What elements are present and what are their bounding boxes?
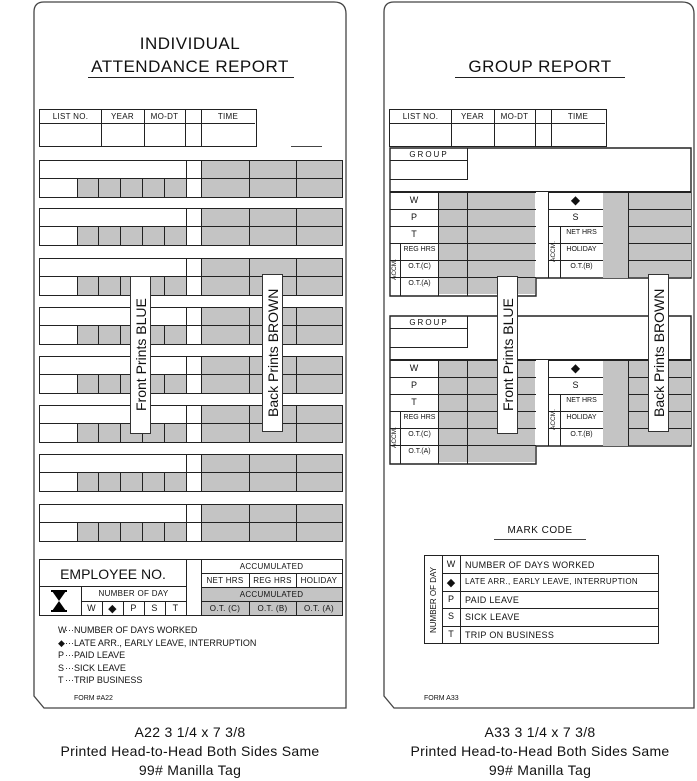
- daily-block: [39, 307, 343, 345]
- left-back-label-box: [262, 274, 283, 432]
- right-front-label: Front Prints BLUE: [500, 298, 516, 412]
- left-title-line1: INDIVIDUAL: [139, 34, 241, 53]
- mark-code-key: S: [447, 611, 454, 622]
- legend-item: W···NUMBER OF DAYS WORKED: [58, 625, 198, 635]
- group-row-label: P: [410, 380, 417, 390]
- day-mark-w: W: [87, 603, 96, 613]
- group-label: GROUP: [409, 150, 449, 159]
- daily-block: [39, 454, 343, 492]
- mark-code-key: T: [448, 628, 454, 639]
- right-back-label: Back Prints BROWN: [651, 288, 667, 418]
- left-caption-line2: Printed Head-to-Head Both Sides Same: [60, 743, 320, 759]
- right-title-underline: [455, 77, 625, 78]
- group-row-label: T: [411, 397, 417, 407]
- group-row-label: O.T.(B): [570, 263, 593, 270]
- right-title: GROUP REPORT: [468, 57, 612, 76]
- right-front-label-box: [497, 276, 518, 434]
- group-row-label: P: [410, 212, 417, 222]
- daily-block: [39, 356, 343, 394]
- right-col-year: YEAR: [461, 112, 484, 121]
- legend-item: ◆···LATE ARR., EARLY LEAVE, INTERRUPTION: [58, 637, 257, 648]
- mark-code-key: W: [446, 559, 456, 569]
- left-header-table: [39, 109, 257, 147]
- daily-block: [39, 208, 343, 246]
- accm-label: ACCM.: [391, 427, 398, 448]
- acc-ot-a: O.T. (A): [304, 604, 334, 613]
- left-legend: [58, 625, 338, 688]
- mark-code-text: TRIP ON BUSINESS: [465, 629, 555, 640]
- right-form-number: FORM A33: [424, 695, 459, 702]
- group-row-label: ◆: [570, 361, 581, 375]
- group-row-label: S: [572, 212, 579, 222]
- left-col-mo-dt: MO-DT: [150, 112, 179, 121]
- mark-code-text: NUMBER OF DAYS WORKED: [465, 560, 595, 570]
- left-front-label: Front Prints BLUE: [133, 298, 149, 412]
- right-caption-line2: Printed Head-to-Head Both Sides Same: [410, 743, 670, 759]
- acc-ot-b: O.T. (B): [257, 604, 288, 613]
- legend-item: T ···TRIP BUSINESS: [58, 675, 143, 685]
- number-of-day-label: NUMBER OF DAY: [98, 589, 169, 598]
- acc-holiday: HOLIDAY: [300, 576, 338, 585]
- day-mark-s: S: [151, 603, 158, 613]
- group-row-label: O.T.(B): [570, 431, 593, 438]
- group-row-label: REG HRS: [403, 246, 436, 253]
- hourglass-icon: [49, 590, 69, 612]
- legend-item: P···PAID LEAVE: [58, 650, 126, 660]
- right-header-table: [389, 109, 607, 147]
- mark-code-key: P: [447, 593, 454, 604]
- mark-code-title: MARK CODE: [507, 525, 573, 536]
- left-short-rule: [291, 146, 322, 147]
- right-col-list-no: LIST NO.: [402, 112, 439, 121]
- day-mark-p: P: [130, 603, 137, 613]
- mark-code-text: LATE ARR., EARLY LEAVE, INTERRUPTION: [465, 577, 638, 587]
- mark-number-of-day: NUMBER OF DAY: [429, 566, 438, 633]
- mark-code-text: SICK LEAVE: [465, 612, 520, 623]
- group-row-label: HOLIDAY: [566, 414, 597, 421]
- group-row-label: S: [572, 380, 579, 390]
- right-col-mo-dt: MO-DT: [500, 112, 529, 121]
- group-row-label: NET HRS: [566, 229, 597, 236]
- right-caption-line3: 99# Manilla Tag: [488, 762, 592, 778]
- left-caption-line3: 99# Manilla Tag: [138, 762, 242, 778]
- accumulated-label-2: ACCUMULATED: [239, 590, 304, 599]
- left-back-label: Back Prints BROWN: [265, 288, 281, 418]
- daily-block: [39, 504, 343, 542]
- group-row-label: O.T.(A): [408, 448, 431, 455]
- group-row-label: REG HRS: [403, 414, 436, 421]
- right-caption-line1: A33 3 1/4 x 7 3/8: [484, 724, 596, 740]
- mark-code-underline: [494, 539, 586, 540]
- mark-code-table: [424, 555, 659, 644]
- acc-net-hrs: NET HRS: [206, 576, 244, 585]
- group-label: GROUP: [409, 318, 449, 327]
- employee-no-label: EMPLOYEE NO.: [60, 566, 166, 582]
- mark-code-key: ◆: [446, 577, 456, 590]
- group-row-label: O.T.(C): [408, 431, 431, 438]
- group-row-label: W: [409, 195, 419, 205]
- acc-ot-c: O.T. (C): [209, 604, 241, 613]
- daily-block: [39, 258, 343, 296]
- left-employee-block: [39, 559, 343, 616]
- left-col-time: TIME: [217, 112, 239, 121]
- left-title-underline: [88, 77, 294, 78]
- accm-label: ACCM.: [391, 259, 398, 280]
- mark-code-text: PAID LEAVE: [465, 594, 520, 605]
- group-row-label: O.T.(A): [408, 280, 431, 287]
- acc-reg-hrs: REG HRS: [253, 576, 292, 585]
- group-row-label: T: [411, 229, 417, 239]
- group-row-label: O.T.(C): [408, 263, 431, 270]
- right-back-label-box: [648, 274, 669, 432]
- group-row-label: ◆: [570, 193, 581, 207]
- left-title-line2: ATTENDANCE REPORT: [91, 57, 289, 76]
- left-front-label-box: [130, 276, 151, 434]
- group-row-label: HOLIDAY: [566, 246, 597, 253]
- accm-label: ACCM.: [550, 409, 557, 431]
- left-col-year: YEAR: [111, 112, 134, 121]
- legend-item: S···SICK LEAVE: [58, 662, 126, 673]
- daily-block: [39, 405, 343, 443]
- right-col-time: TIME: [567, 112, 589, 121]
- left-form-number: FORM #A22: [74, 695, 113, 702]
- left-caption-line1: A22 3 1/4 x 7 3/8: [134, 724, 246, 740]
- accumulated-label: ACCUMULATED: [239, 562, 304, 571]
- group-row-label: W: [409, 363, 419, 373]
- left-col-list-no: LIST NO.: [52, 112, 89, 121]
- day-mark-t: T: [172, 603, 179, 613]
- daily-block: [39, 160, 343, 198]
- day-mark-diamond: ◆: [108, 603, 117, 615]
- group-row-label: NET HRS: [566, 397, 597, 404]
- accm-label: ACCM.: [550, 241, 557, 263]
